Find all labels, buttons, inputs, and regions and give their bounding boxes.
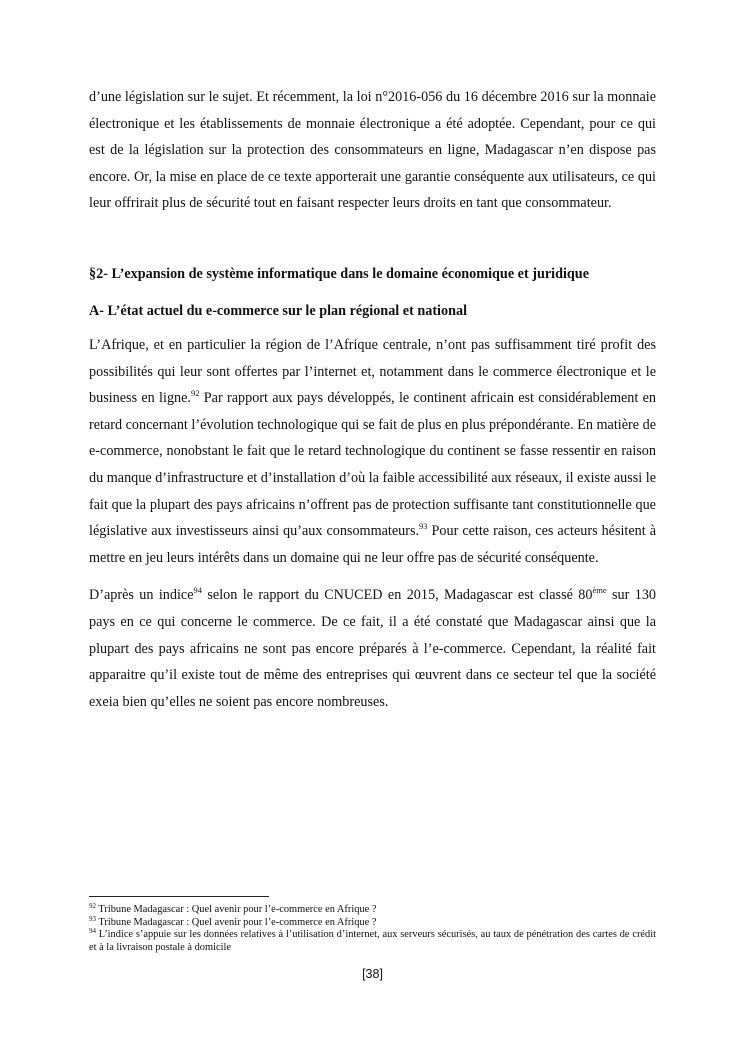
footnote-ref-92[interactable]: 92 (190, 388, 200, 399)
paragraph-text: Par rapport aux pays développés, le continent africain est considérablement en retard concernant l’évolution technologique qui se fait de plus en plus prépondérante. En matière de e-commerce, nonobstant le fait que le retard technologique du continent se fasse ressentir en raison du manque d’infrastructure et d’installation d’où la faible accessibilité aux réseaux, il existe aussi le fait que la plupart des pays africains n’offrent pas de protection suffisante tant constitutionnelle que législative aux investisseurs ainsi qu’aux consommateurs. (89, 390, 657, 540)
paragraph-legislation: d’une législation sur le sujet. Et récemment, la loi n°2016-056 du 16 décembre 2016 sur la monnaie électronique et les établissements de monnaie électronique a été adoptée. Cependant, pour ce qui est de la législation sur la protection des consommateurs en ligne, Madagascar n’en dispose pas encore. Or, la mise en place de ce texte apporterait une garantie conséquente aux utilisateurs, ce qui leur offrirait plus de sécurité tout en faisant respecter leurs droits en tant que consommateur. (89, 89, 656, 212)
footnote-number: 93 (89, 914, 96, 923)
paragraph-text: L’Afrique, et en particulier la région de l’Afrique centrale, n’ont pas suffisamment tiré profit des possibilités qui leur sont offertes par l’internet et, notamment dans le commerce électronique et le business en ligne. (89, 336, 656, 407)
footnote-number: 94 (89, 927, 96, 936)
page-body (89, 84, 656, 715)
footnote-92 (89, 904, 656, 917)
footnote-ref-93[interactable]: 93 (419, 521, 428, 532)
paragraph-text: selon le rapport du CNUCED en 2015, Madagascar est classé 80 (202, 587, 593, 604)
paragraph-text: Pour cette raison, ces acteurs hésitent à mettre en jeu leurs intérêts dans un domaine qui ne leur offre pas de sécurité conséquente. (89, 523, 656, 566)
section-heading: §2- L’expansion de système informatique dans le domaine économique et juridique (89, 265, 589, 282)
footnote-text: Tribune Madagascar : Quel avenir pour l’e-commerce en Afrique ? (96, 916, 377, 928)
footnote-94 (89, 929, 656, 954)
footnote-ref-94[interactable]: 94 (193, 585, 203, 596)
paragraph-text: sur 130 pays en ce qui concerne le commerce. De ce fait, il a été constaté que Madagascar ainsi que la plupart des pays africains ne sont pas encore préparés à l’e-commerce. Cependant, la réalité fait apparaitre qu’il existe tout de même des entreprises qui œuvrent dans ce secteur tel que la société exeia bien qu’elles ne soient pas encore nombreuses. (89, 587, 657, 710)
footnotes (89, 904, 656, 954)
ordinal-suffix: ème (592, 585, 607, 596)
paragraph-madagascar-ranking (89, 582, 656, 715)
footnote-separator (89, 896, 269, 897)
page-number: [38] (362, 967, 383, 981)
subsection-heading: A- L’état actuel du e-commerce sur le plan régional et national (89, 302, 468, 319)
paragraph-text: D’après un indice (89, 587, 194, 604)
footnote-text: Tribune Madagascar : Quel avenir pour l’e-commerce en Afrique ? (96, 904, 377, 915)
footnote-text: L’indice s’appuie sur les données relatives à l’utilisation d’internet, aux serveurs sécurisés, au taux de pénétration des cartes de crédit et à la livraison postale à domicile (89, 929, 656, 953)
footnote-93 (89, 914, 656, 930)
paragraph-ecommerce-africa (89, 332, 656, 571)
footnote-number: 92 (89, 902, 96, 910)
